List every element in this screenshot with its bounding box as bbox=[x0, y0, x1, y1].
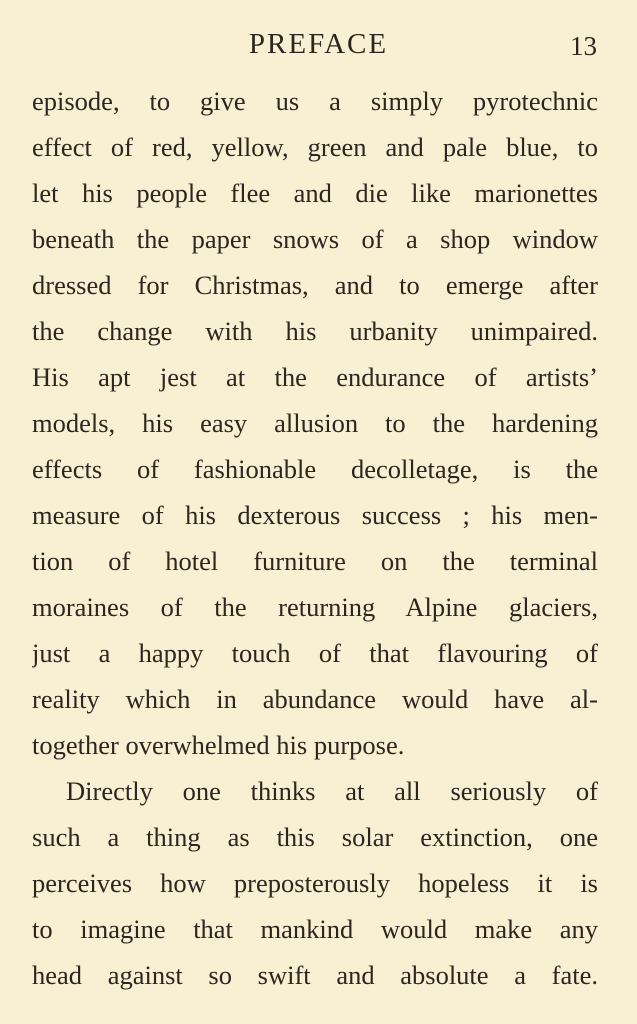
text-line: to imagine that mankind would make any bbox=[32, 914, 598, 944]
text-line: measure of his dexterous success ; his men- bbox=[32, 500, 598, 530]
text-line: head against so swift and absolute a fate. bbox=[32, 960, 598, 990]
text-line: let his people flee and die like marionettes bbox=[32, 178, 598, 208]
text-line: perceives how preposterously hopeless it is bbox=[32, 868, 598, 898]
text-line: moraines of the returning Alpine glaciers, bbox=[32, 592, 598, 622]
text-line: dressed for Christmas, and to emerge after bbox=[32, 270, 598, 300]
text-line: such a thing as this solar extinction, one bbox=[32, 822, 598, 852]
text-line: together overwhelmed his purpose. bbox=[32, 730, 405, 760]
text-line: just a happy touch of that flavouring of bbox=[32, 638, 598, 668]
running-title: PREFACE bbox=[248, 28, 389, 60]
text-line: His apt jest at the endurance of artists’ bbox=[32, 362, 598, 392]
page-number: 13 bbox=[570, 31, 597, 61]
text-line: episode, to give us a simply pyrotechnic bbox=[32, 86, 598, 116]
running-head bbox=[0, 24, 637, 64]
text-line: Directly one thinks at all seriously of bbox=[66, 776, 598, 806]
text-line: models, his easy allusion to the hardening bbox=[32, 408, 598, 438]
text-line: reality which in abundance would have al- bbox=[32, 684, 598, 714]
text-line: tion of hotel furniture on the terminal bbox=[32, 546, 598, 576]
text-line: effect of red, yellow, green and pale blue, to bbox=[32, 132, 598, 162]
body-text bbox=[32, 78, 598, 998]
text-line: beneath the paper snows of a shop window bbox=[32, 224, 598, 254]
text-line: the change with his urbanity unimpaired. bbox=[32, 316, 598, 346]
text-line: effects of fashionable decolletage, is the bbox=[32, 454, 598, 484]
